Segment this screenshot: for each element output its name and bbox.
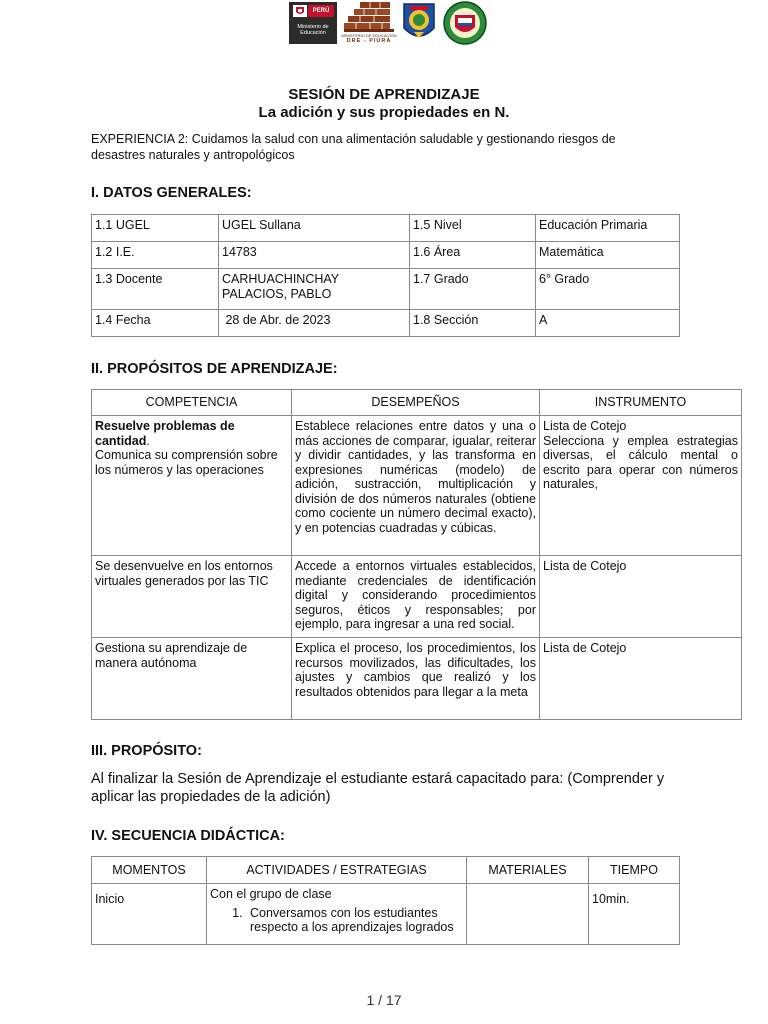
table-row — [92, 310, 680, 337]
table-row — [92, 242, 680, 269]
list-item: 1. Conversamos con los estudiantes respecto a los aprendizajes logrados — [246, 906, 463, 935]
secuencia-table — [91, 856, 680, 945]
desempeno-cell: Explica el proceso, los procedimientos, los recursos movilizados, las dificultades, los ajustes y cambios que realizó y los resultados obtenidos para llegar a la meta — [292, 638, 540, 720]
proposito-text: Al finalizar la Sesión de Aprendizaje el estudiante estará capacitado para: (Comprender y aplicar las propiedades de la adición) — [91, 771, 665, 805]
datos-key: 1.5 Nivel — [410, 215, 536, 242]
competencia-subtitle: Comunica su comprensión sobre los números y las operaciones — [95, 448, 278, 477]
school-shield-icon — [402, 2, 436, 44]
table-row — [92, 416, 742, 556]
datos-key: 1.8 Sección — [410, 310, 536, 337]
propositos-table — [91, 389, 742, 720]
column-header: ACTIVIDADES / ESTRATEGIAS — [207, 857, 467, 884]
instrumento-label: Lista de Cotejo — [543, 419, 627, 433]
datos-value: A — [536, 310, 680, 337]
column-header: MATERIALES — [467, 857, 589, 884]
table-row — [92, 269, 680, 310]
datos-value: CARHUACHINCHAY PALACIOS, PABLO — [219, 269, 410, 310]
minedu-badge: PERÚ — [308, 5, 334, 17]
page-number: 1 / 17 — [366, 992, 402, 1008]
desempeno-cell: Accede a entornos virtuales establecidos, mediante credenciales de identificación digital y considerando procedimientos seguros, éticos y responsables; por ejemplo, para ingresar a una red social. — [292, 556, 540, 638]
ugel-region: DRE - PIURA — [346, 38, 392, 44]
minedu-text: Ministerio de Educación — [297, 24, 329, 36]
tiempo-cell: 10min. — [589, 884, 680, 945]
table-header-row — [92, 857, 680, 884]
datos-key: 1.3 Docente — [92, 269, 219, 310]
datos-value: 28 de Abr. de 2023 — [219, 310, 410, 337]
datos-key: 1.4 Fecha — [92, 310, 219, 337]
datos-value: 6° Grado — [536, 269, 680, 310]
competencia-cell — [92, 416, 292, 556]
desempeno-cell: Establece relaciones entre datos y una o más acciones de comparar, igualar, reiterar y dividir cantidades, y las transforma en expresiones numéricas (modelo) de adición, sustracción, multiplicación y división de dos números naturales (obtiene como cociente un número decimal exacto), y en potencias cuadradas y cúbicas. — [292, 416, 540, 556]
datos-generales-table — [91, 214, 680, 337]
ugel-logo — [340, 0, 398, 46]
peru-shield-icon — [293, 5, 307, 17]
column-header: COMPETENCIA — [92, 390, 292, 416]
instrumento-cell: Lista de Cotejo — [540, 556, 742, 638]
session-title: SESIÓN DE APRENDIZAJE — [288, 86, 480, 103]
datos-key: 1.1 UGEL — [92, 215, 219, 242]
session-subtitle: La adición y sus propiedades en N. — [258, 104, 510, 121]
actividad-intro: Con el grupo de clase — [210, 887, 332, 901]
actividad-cell — [207, 884, 467, 945]
competencia-cell: Se desenvuelve en los entornos virtuales generados por las TIC — [92, 556, 292, 638]
instrumento-cell — [540, 416, 742, 556]
datos-key: 1.2 I.E. — [92, 242, 219, 269]
ugel-caption: MINISTERIO DE EDUCACIÓN — [341, 33, 397, 38]
instrumento-cell: Lista de Cotejo — [540, 638, 742, 720]
brick-building-icon — [340, 0, 398, 34]
datos-value: Educación Primaria — [536, 215, 680, 242]
datos-value: 14783 — [219, 242, 410, 269]
actividad-steps — [210, 906, 463, 935]
propositos-heading: II. PROPÓSITOS DE APRENDIZAJE: — [91, 361, 338, 377]
competencia-title: Resuelve problemas de cantidad — [95, 419, 235, 448]
competencia-cell: Gestiona su aprendizaje de manera autónoma — [92, 638, 292, 720]
experiencia-text: EXPERIENCIA 2: Cuidamos la salud con una alimentación saludable y gestionando riesgos de desastres naturales y antropológicos — [91, 132, 616, 162]
datos-value: UGEL Sullana — [219, 215, 410, 242]
column-header: MOMENTOS — [92, 857, 207, 884]
proposito-heading: III. PROPÓSITO: — [91, 743, 202, 759]
datos-value: Matemática — [536, 242, 680, 269]
momento-cell: Inicio — [92, 884, 207, 945]
column-header: DESEMPEÑOS — [292, 390, 540, 416]
institution-emblem-icon — [442, 1, 488, 45]
column-header: INSTRUMENTO — [540, 390, 742, 416]
table-row — [92, 638, 742, 720]
datos-key: 1.7 Grado — [410, 269, 536, 310]
secuencia-heading: IV. SECUENCIA DIDÁCTICA: — [91, 828, 285, 844]
competencia-dot: . — [146, 433, 150, 448]
materiales-cell — [467, 884, 589, 945]
column-header: TIEMPO — [589, 857, 680, 884]
table-row — [92, 884, 680, 945]
header-logos — [0, 0, 768, 50]
datos-generales-heading: I. DATOS GENERALES: — [91, 185, 252, 201]
table-header-row — [92, 390, 742, 416]
instrumento-detail: Selecciona y emplea estrategias diversas, el cálculo mental o escrito para operar con números naturales, — [543, 433, 738, 491]
minedu-logo — [289, 2, 337, 44]
table-row — [92, 215, 680, 242]
datos-key: 1.6 Área — [410, 242, 536, 269]
table-row — [92, 556, 742, 638]
